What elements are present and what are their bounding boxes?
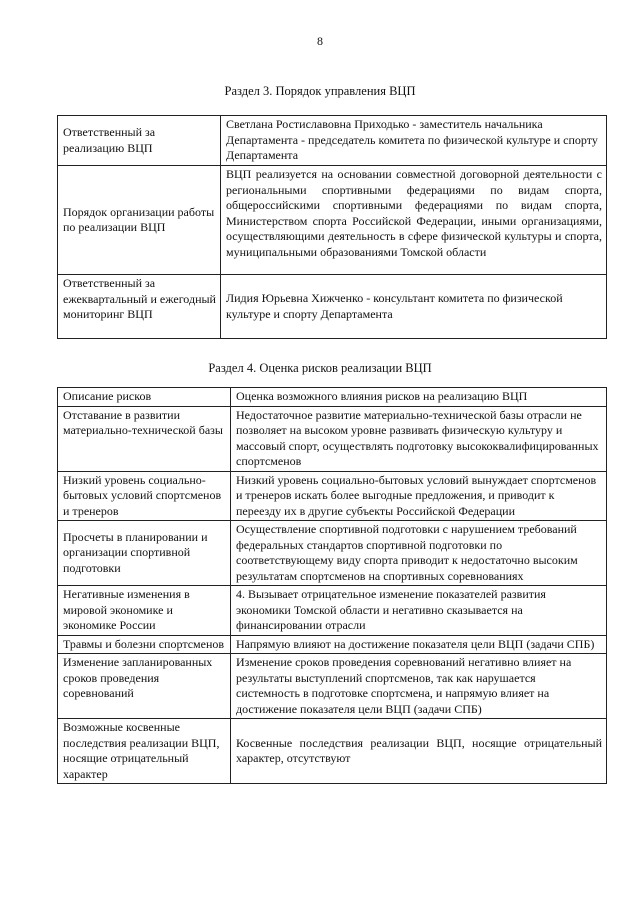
header-risks: Описание рисков: [58, 388, 231, 407]
row-value: Лидия Юрьевна Хижченко - консультант комитета по физической культуре и спорту Департамента: [221, 275, 607, 339]
risk-impact: 4. Вызывает отрицательное изменение показателей развития экономики Томской области и негативно сказывается на финансировании отрасли: [231, 586, 607, 636]
table-row: [58, 116, 607, 166]
table-row: [58, 586, 607, 636]
row-label: Ответственный за ежеквартальный и ежегодный мониторинг ВЦП: [58, 275, 221, 339]
row-value: ВЦП реализуется на основании совместной договорной деятельности с региональными спортивными федерациями по видам спорта, общероссийскими спортивными федерациями по видам спорта, Министерством спорта Российской Федерации, иными организациями, осуществляющими деятельность в сфере физической культуры и спорта, муниципальными образованиями Томской области: [221, 166, 607, 275]
table-row: [58, 719, 607, 784]
row-value: Светлана Ростиславовна Приходько - заместитель начальника Департамента - председатель комитета по физической культуре и спорту Департамента: [221, 116, 607, 166]
management-table: [57, 115, 607, 339]
row-label: Порядок организации работы по реализации ВЦП: [58, 166, 221, 275]
table-row: [58, 406, 607, 471]
risk-table: [57, 387, 607, 784]
table-row: [58, 275, 607, 339]
table-row: [58, 635, 607, 654]
risk-description: Негативные изменения в мировой экономике и экономике России: [58, 586, 231, 636]
row-label: Ответственный за реализацию ВЦП: [58, 116, 221, 166]
table-row: [58, 521, 607, 586]
risk-impact: Косвенные последствия реализации ВЦП, носящие отрицательный характер, отсутствуют: [231, 719, 607, 784]
header-impact: Оценка возможного влияния рисков на реализацию ВЦП: [231, 388, 607, 407]
risk-impact: Недостаточное развитие материально-технической базы отрасли не позволяет на высоком уровне развивать физическую культуру и массовый спорт, осуществлять подготовку высококвалифицированных спортсменов: [231, 406, 607, 471]
risk-description: Изменение запланированных сроков проведения соревнований: [58, 654, 231, 719]
section-3-title: Раздел 3. Порядок управления ВЦП: [224, 84, 416, 98]
risk-description: Низкий уровень социально-бытовых условий спортсменов и тренеров: [58, 471, 231, 521]
page-number: 8: [317, 34, 323, 48]
table-row: [58, 471, 607, 521]
risk-description: Травмы и болезни спортсменов: [58, 635, 231, 654]
risk-impact: Напрямую влияют на достижение показателя цели ВЦП (задачи СПБ): [231, 635, 607, 654]
risk-description: Просчеты в планировании и организации спортивной подготовки: [58, 521, 231, 586]
table-header-row: [58, 388, 607, 407]
table-row: [58, 166, 607, 275]
risk-description: Отставание в развитии материально-технической базы: [58, 406, 231, 471]
table-row: [58, 654, 607, 719]
risk-impact: Изменение сроков проведения соревнований негативно влияет на результаты выступлений спортсменов, так как нарушается системность в подготовке спортсмена, и напрямую влияет на достижение показателя цели ВЦП (задачи СПБ): [231, 654, 607, 719]
risk-description: Возможные косвенные последствия реализации ВЦП, носящие отрицательный характер: [58, 719, 231, 784]
risk-impact: Осуществление спортивной подготовки с нарушением требований федеральных стандартов спортивной подготовки по соответствующему виду спорта приводит к недостаточно высоким результатам спортсменов на спортивных соревнованиях: [231, 521, 607, 586]
section-4-title: Раздел 4. Оценка рисков реализации ВЦП: [208, 361, 432, 375]
risk-impact: Низкий уровень социально-бытовых условий вынуждает спортсменов и тренеров искать более выгодные предложения, и приводит к переезду их в другие субъекты Российской Федерации: [231, 471, 607, 521]
